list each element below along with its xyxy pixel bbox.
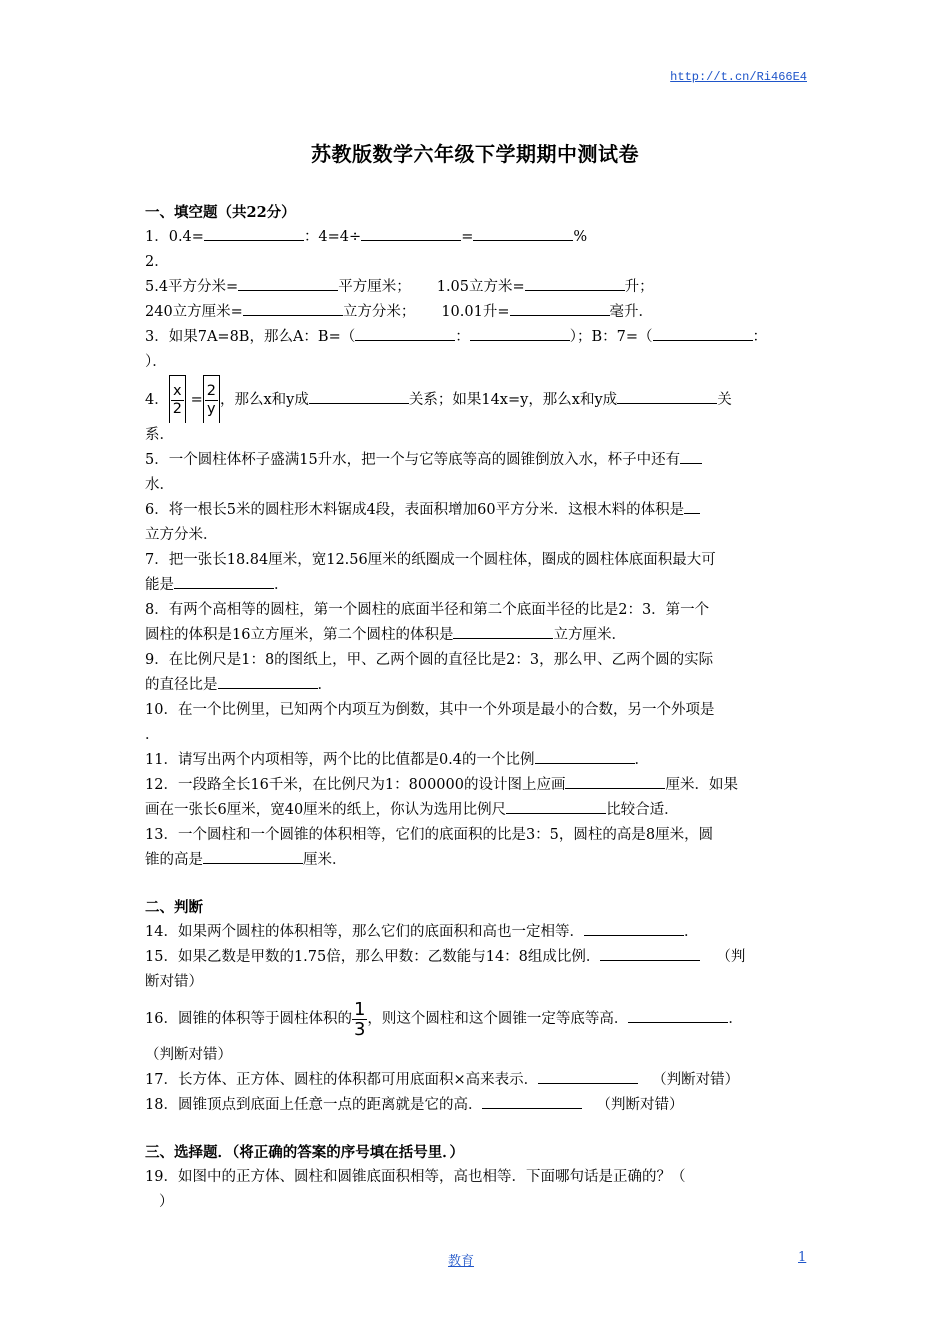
q4-text: 4．: [145, 392, 169, 408]
answer-blank: [617, 389, 717, 404]
q2-text: 升；: [624, 279, 654, 295]
q4-text: 关: [717, 392, 732, 408]
question-17: [145, 1068, 807, 1093]
q6-text: 6．将一根长5米的圆柱形木料锯成4段，表面积增加60平方分米．这根木料的体积是: [145, 502, 685, 518]
q15-text: 15．如果乙数是甲数的1.75倍，那么甲数：乙数能与14：8组成比例．: [145, 949, 601, 965]
answer-blank: [535, 749, 635, 764]
q2-text: 1.05立方米=: [436, 279, 525, 295]
q2-text: 10.01升=: [441, 304, 510, 320]
q3-text: ）；B：7=（: [569, 329, 653, 345]
footer-link[interactable]: 教育: [448, 1254, 475, 1269]
answer-blank: [473, 226, 573, 241]
q12-text: 12．一段路全长16千米，在比例尺为1：800000的设计图上应画: [145, 777, 566, 793]
fraction-box: [203, 375, 220, 423]
answer-blank: [218, 674, 318, 689]
question-16: [145, 995, 807, 1043]
q12-text: 厘米．如果: [665, 777, 738, 793]
answer-blank: [538, 1069, 638, 1084]
question-19-cont: ）: [159, 1194, 174, 1210]
question-15-cont: 断对错）: [145, 974, 203, 990]
question-5-cont: 水．: [145, 477, 174, 493]
fraction-1-over-3: $\frac{1}{3}$: [353, 998, 366, 1040]
q15-text: （判: [716, 949, 746, 965]
q14-text: ．: [683, 924, 699, 940]
q18-text: （判断对错）: [596, 1097, 684, 1113]
question-16-cont: （判断对错）: [145, 1047, 232, 1063]
question-4: [145, 375, 807, 423]
question-12: [145, 773, 807, 798]
question-9: 9．在比例尺是1：8的图纸上，甲、乙两个圆的直径比是2：3，那么甲、乙两个圆的实际: [145, 652, 714, 668]
q16-text: ．: [728, 1011, 743, 1027]
answer-blank: [355, 326, 455, 341]
answer-blank: [680, 449, 702, 464]
answer-blank: [453, 624, 553, 639]
question-9-cont: [145, 673, 807, 698]
question-3-cont: ）．: [145, 354, 167, 370]
q3-text: ：: [455, 329, 470, 345]
q1-text: 1．0.4=: [145, 229, 204, 245]
q4-text: =: [190, 392, 203, 408]
q11-text: ．: [634, 752, 650, 768]
question-10-cont: ．: [145, 727, 160, 743]
question-6-cont: 立方分米．: [145, 527, 218, 543]
page-number[interactable]: 1: [798, 1250, 807, 1265]
answer-blank: [174, 574, 274, 589]
question-13: 13．一个圆柱和一个圆锥的体积相等，它们的底面积的比是3：5，圆柱的高是8厘米，圆: [145, 827, 714, 843]
q1-text: ：4=4÷: [303, 229, 362, 245]
section-heading-fill-blank: 一、填空题（共22分）: [145, 204, 296, 221]
question-1: [145, 225, 807, 250]
q9-text: ．: [317, 677, 332, 693]
answer-blank: [482, 1094, 582, 1109]
q14-text: 14．如果两个圆柱的体积相等，那么它们的底面积和高也一定相等．: [145, 924, 584, 940]
fraction-2-over-y: $\frac{2}{y}$: [206, 382, 216, 417]
question-8-cont: [145, 623, 807, 648]
q4-text: 关系；如果14x=y，那么x和y成: [408, 392, 618, 408]
answer-blank: [600, 946, 700, 961]
q2-text: 5.4平方分米=: [145, 279, 239, 295]
answer-blank: [361, 226, 461, 241]
q18-text: 18．圆锥顶点到底面上任意一点的距离就是它的高．: [145, 1097, 483, 1113]
q5-text: 5．一个圆柱体杯子盛满15升水，把一个与它等底等高的圆锥倒放入水，杯子中还有: [145, 452, 681, 468]
answer-blank: [684, 499, 700, 514]
question-11: [145, 748, 807, 773]
q3-text: 3．如果7A=8B，那么A：B=（: [145, 329, 356, 345]
question-3: [145, 325, 807, 350]
answer-blank: [243, 301, 343, 316]
q7-text: ．: [274, 577, 289, 593]
answer-blank: [653, 326, 753, 341]
question-12-cont: [145, 798, 807, 823]
section-heading-judge: 二、判断: [145, 899, 203, 916]
answer-blank: [238, 276, 338, 291]
q13-text: 锥的高是: [145, 852, 203, 868]
q3-text: ：: [752, 329, 768, 345]
question-2-line-2: [145, 300, 807, 325]
q16-text: 16．圆锥的体积等于圆柱体积的: [145, 1011, 352, 1027]
page-title: 苏教版数学六年级下学期期中测试卷: [311, 142, 639, 166]
q1-text: =: [461, 229, 474, 245]
q17-text: 17．长方体、正方体、圆柱的体积都可用底面积×高来表示．: [145, 1072, 539, 1088]
q16-text: ，则这个圆柱和这个圆锥一定等底等高．: [367, 1011, 629, 1027]
q7-text: 能是: [145, 577, 174, 593]
answer-blank: [506, 799, 606, 814]
q4-text: ，那么x和y成: [219, 392, 309, 408]
q9-text: 的直径比是: [145, 677, 218, 693]
q17-text: （判断对错）: [652, 1072, 740, 1088]
header-link[interactable]: http://t.cn/Ri466E4: [670, 70, 807, 84]
question-19: 19．如图中的正方体、圆柱和圆锥底面积相等，高也相等．下面哪句话是正确的？（: [145, 1169, 686, 1185]
question-2-label: 2．: [145, 254, 169, 270]
answer-blank: [309, 389, 409, 404]
question-13-cont: [145, 848, 807, 873]
q2-text: 平方厘米；: [338, 279, 411, 295]
answer-blank: [525, 276, 625, 291]
answer-blank: [565, 774, 665, 789]
q8-text: 立方厘米．: [553, 627, 626, 643]
question-18: [145, 1093, 807, 1118]
question-8: 8．有两个高相等的圆柱，第一个圆柱的底面半径和第二个底面半径的比是2：3．第一个: [145, 602, 710, 618]
q12-text: 画在一张长6厘米，宽40厘米的纸上，你认为选用比例尺: [145, 802, 507, 818]
q2-text: 立方分米；: [342, 304, 416, 320]
q8-text: 圆柱的体积是16立方厘米，第二个圆柱的体积是: [145, 627, 454, 643]
q11-text: 11．请写出两个内项相等，两个比的比值都是0.4的一个比例: [145, 752, 535, 768]
question-15: [145, 945, 807, 970]
question-4-cont: 系．: [145, 427, 174, 443]
q2-text: 240立方厘米=: [145, 304, 243, 320]
answer-blank: [628, 1008, 728, 1023]
question-14: [145, 920, 807, 945]
question-5: [145, 448, 807, 473]
answer-blank: [203, 849, 303, 864]
fraction-x-over-2: $\frac{x}{2}$: [172, 382, 182, 417]
question-10: 10．在一个比例里，已知两个内项互为倒数，其中一个外项是最小的合数，另一个外项是: [145, 702, 715, 718]
fraction-box: [169, 375, 186, 423]
section-heading-choice: 三、选择题．（将正确的答案的序号填在括号里．）: [145, 1144, 464, 1161]
answer-blank: [470, 326, 570, 341]
question-2-line-1: [145, 275, 807, 300]
q13-text: 厘米．: [303, 852, 347, 868]
q2-text: 毫升．: [609, 304, 653, 320]
answer-blank: [204, 226, 304, 241]
question-7: 7．把一张长18.84厘米，宽12.56厘米的纸圈成一个圆柱体，圈成的圆柱体底面积最大可: [145, 552, 716, 568]
question-6: [145, 498, 807, 523]
answer-blank: [584, 921, 684, 936]
answer-blank: [510, 301, 610, 316]
q1-text: %: [573, 229, 588, 245]
exam-content: [145, 200, 807, 1215]
question-7-cont: [145, 573, 807, 598]
q12-text: 比较合适．: [606, 802, 679, 818]
